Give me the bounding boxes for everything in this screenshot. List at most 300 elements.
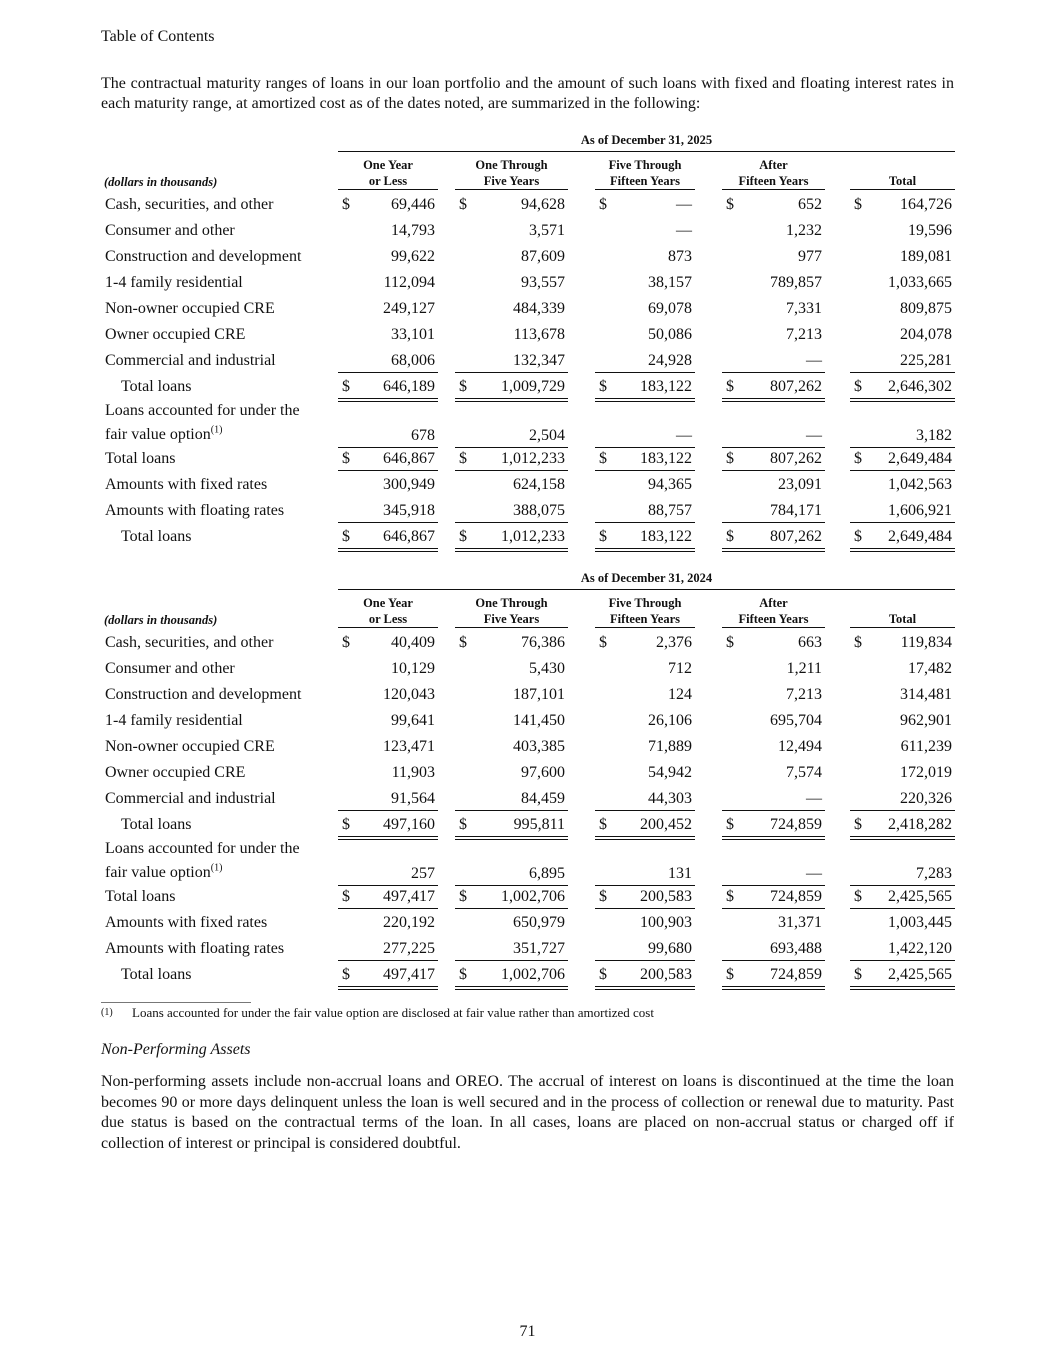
- cell-after-fifteen-years: [722, 786, 825, 811]
- cell-after-fifteen-years: [722, 348, 825, 373]
- column-header-line: Fifteen Years: [610, 612, 680, 626]
- cell-five-through-fifteen-years: [595, 910, 695, 934]
- cell-value: 3,182: [916, 427, 952, 444]
- currency-symbol: $: [599, 196, 607, 213]
- cell-value: 131: [668, 865, 692, 882]
- table-row: [101, 841, 955, 887]
- row-label: Construction and development: [105, 248, 302, 265]
- cell-value: —: [676, 427, 692, 444]
- cell-value: 99,680: [648, 940, 692, 957]
- cell-one-through-five-years: [455, 734, 568, 758]
- row-label: Total loans: [105, 450, 176, 467]
- cell-one-year-or-less: [338, 630, 438, 654]
- cell-five-through-fifteen-years: [595, 218, 695, 242]
- cell-value: 5,430: [529, 660, 565, 677]
- cell-value: 11,903: [391, 764, 435, 781]
- currency-symbol: $: [342, 816, 350, 833]
- cell-one-through-five-years: [455, 682, 568, 706]
- cell-value: 23,091: [778, 476, 822, 493]
- row-label-line: Loans accounted for under the: [105, 840, 300, 857]
- table-row: [101, 270, 955, 296]
- cell-one-year-or-less: [338, 812, 438, 840]
- intro-paragraph: The contractual maturity ranges of loans in our loan portfolio and the amount of such loans with fixed and floating interest rates in each maturity range, at amortized cost as of the dates noted, are summarized in the following:: [101, 75, 954, 112]
- cell-after-fifteen-years: [722, 446, 825, 471]
- cell-value: 7,574: [786, 764, 822, 781]
- row-label: Amounts with fixed rates: [105, 914, 268, 931]
- currency-symbol: $: [459, 528, 467, 545]
- cell-one-through-five-years: [455, 656, 568, 680]
- cell-value: 807,262: [770, 528, 822, 545]
- cell-total: [850, 348, 955, 373]
- cell-total: [850, 374, 955, 402]
- currency-symbol: $: [459, 966, 467, 983]
- section-paragraph: Non-performing assets include non-accrual loans and OREO. The accrual of interest on loans is discontinued at the time the loan becomes 90 or more days delinquent unless the loan is well secured and in the process of collection or renewal due to maturity. Past due status is based on the contractual terms of the loan. In all cases, loans are placed on non-accrual status or charged off if collection of interest or principal is considered doubtful.: [101, 1073, 954, 1152]
- cell-one-year-or-less: [338, 708, 438, 732]
- cell-value: —: [806, 790, 822, 807]
- row-label: Consumer and other: [105, 660, 235, 677]
- cell-total: [850, 936, 955, 961]
- row-label: Construction and development: [105, 686, 302, 703]
- cell-value: 183,122: [640, 450, 692, 467]
- table-row: [101, 192, 955, 218]
- cell-total: [850, 734, 955, 758]
- currency-symbol: $: [459, 450, 467, 467]
- cell-after-fifteen-years: [722, 861, 825, 886]
- cell-value: 124: [668, 686, 692, 703]
- cell-total: [850, 630, 955, 654]
- currency-symbol: $: [854, 450, 862, 467]
- cell-one-year-or-less: [338, 423, 438, 448]
- cell-value: 12,494: [778, 738, 822, 755]
- cell-value: 3,571: [529, 222, 565, 239]
- cell-value: 1,033,665: [888, 274, 952, 291]
- cell-total: [850, 910, 955, 934]
- row-label: Commercial and industrial: [105, 790, 276, 807]
- cell-value: 100,903: [640, 914, 692, 931]
- row-label: [105, 399, 300, 447]
- cell-value: 624,158: [513, 476, 565, 493]
- cell-total: [850, 296, 955, 320]
- cell-value: 388,075: [513, 502, 565, 519]
- currency-symbol: $: [854, 378, 862, 395]
- cell-value: 189,081: [900, 248, 952, 265]
- cell-value: 1,002,706: [501, 888, 565, 905]
- row-label: Amounts with floating rates: [105, 940, 285, 957]
- table-row: [101, 962, 955, 988]
- column-header-line: Total: [888, 174, 917, 188]
- cell-total: [850, 884, 955, 909]
- cell-value: 646,867: [383, 450, 435, 467]
- cell-value: 141,450: [513, 712, 565, 729]
- cell-value: 277,225: [383, 940, 435, 957]
- cell-value: 40,409: [391, 634, 435, 651]
- cell-total: [850, 708, 955, 732]
- table-row: [101, 656, 955, 682]
- row-label: 1-4 family residential: [105, 712, 243, 729]
- table-row: [101, 374, 955, 400]
- loan-maturity-table-2025: [101, 133, 955, 553]
- cell-value: 977: [798, 248, 822, 265]
- table-row: [101, 446, 955, 472]
- currency-symbol: $: [854, 888, 862, 905]
- cell-value: 200,452: [640, 816, 692, 833]
- cell-value: 220,192: [383, 914, 435, 931]
- cell-after-fifteen-years: [722, 910, 825, 934]
- cell-value: 1,003,445: [888, 914, 952, 931]
- currency-symbol: $: [854, 634, 862, 651]
- cell-after-fifteen-years: [722, 812, 825, 840]
- cell-one-year-or-less: [338, 498, 438, 523]
- cell-value: 484,339: [513, 300, 565, 317]
- column-header-line: After: [759, 158, 788, 172]
- cell-value: 113,678: [513, 326, 565, 343]
- row-label: Total loans: [105, 888, 176, 905]
- column-header-line: Total: [888, 612, 917, 626]
- column-header-total: [850, 595, 955, 628]
- table-row: [101, 524, 955, 550]
- cell-value: 1,422,120: [888, 940, 952, 957]
- cell-one-year-or-less: [338, 936, 438, 961]
- cell-total: [850, 760, 955, 784]
- currency-symbol: $: [342, 888, 350, 905]
- cell-value: 7,331: [786, 300, 822, 317]
- cell-one-through-five-years: [455, 348, 568, 373]
- row-label: Owner occupied CRE: [105, 764, 246, 781]
- currency-symbol: $: [726, 634, 734, 651]
- cell-value: 119,834: [900, 634, 952, 651]
- cell-value: 71,889: [648, 738, 692, 755]
- cell-after-fifteen-years: [722, 244, 825, 268]
- cell-value: 873: [668, 248, 692, 265]
- cell-value: 7,213: [786, 686, 822, 703]
- cell-one-through-five-years: [455, 472, 568, 496]
- column-header-line: or Less: [368, 612, 408, 626]
- table-row: [101, 296, 955, 322]
- cell-value: 24,928: [648, 352, 692, 369]
- cell-one-through-five-years: [455, 884, 568, 909]
- cell-value: 6,895: [529, 865, 565, 882]
- cell-value: 204,078: [900, 326, 952, 343]
- table-row: [101, 403, 955, 449]
- cell-one-year-or-less: [338, 270, 438, 294]
- currency-symbol: $: [854, 528, 862, 545]
- cell-value: 724,859: [770, 816, 822, 833]
- currency-symbol: $: [726, 966, 734, 983]
- cell-five-through-fifteen-years: [595, 656, 695, 680]
- cell-five-through-fifteen-years: [595, 192, 695, 216]
- cell-value: 403,385: [513, 738, 565, 755]
- row-label: [105, 837, 300, 885]
- cell-value: 99,622: [391, 248, 435, 265]
- cell-total: [850, 472, 955, 496]
- column-header-line: or Less: [368, 174, 408, 188]
- currency-symbol: $: [726, 888, 734, 905]
- cell-value: 88,757: [648, 502, 692, 519]
- cell-one-year-or-less: [338, 524, 438, 552]
- cell-total: [850, 270, 955, 294]
- cell-one-through-five-years: [455, 861, 568, 886]
- currency-symbol: $: [599, 966, 607, 983]
- cell-value: 93,557: [521, 274, 565, 291]
- cell-total: [850, 498, 955, 523]
- row-label: Consumer and other: [105, 222, 235, 239]
- cell-five-through-fifteen-years: [595, 734, 695, 758]
- column-header-line: Five Through: [608, 596, 682, 610]
- cell-value: 2,646,302: [888, 378, 952, 395]
- cell-value: 120,043: [383, 686, 435, 703]
- cell-total: [850, 244, 955, 268]
- cell-value: 314,481: [900, 686, 952, 703]
- cell-one-year-or-less: [338, 910, 438, 934]
- cell-one-through-five-years: [455, 296, 568, 320]
- cell-value: 14,793: [391, 222, 435, 239]
- cell-value: 200,583: [640, 888, 692, 905]
- column-header-line: Five Years: [483, 612, 540, 626]
- cell-value: 663: [798, 634, 822, 651]
- cell-value: 2,425,565: [888, 888, 952, 905]
- cell-value: 183,122: [640, 528, 692, 545]
- currency-symbol: $: [726, 378, 734, 395]
- row-label: Amounts with fixed rates: [105, 476, 268, 493]
- cell-value: 1,042,563: [888, 476, 952, 493]
- cell-one-year-or-less: [338, 682, 438, 706]
- cell-total: [850, 218, 955, 242]
- cell-one-year-or-less: [338, 322, 438, 346]
- cell-value: 712: [668, 660, 692, 677]
- cell-value: 183,122: [640, 378, 692, 395]
- cell-one-through-five-years: [455, 498, 568, 523]
- cell-one-year-or-less: [338, 296, 438, 320]
- currency-symbol: $: [854, 196, 862, 213]
- cell-value: 611,239: [900, 738, 952, 755]
- page-number: 71: [519, 1323, 536, 1340]
- cell-after-fifteen-years: [722, 472, 825, 496]
- cell-five-through-fifteen-years: [595, 244, 695, 268]
- table-row: [101, 910, 955, 936]
- loan-maturity-table-2024: [101, 571, 955, 991]
- cell-value: 351,727: [513, 940, 565, 957]
- table-row: [101, 936, 955, 962]
- row-label: Cash, securities, and other: [105, 196, 274, 213]
- cell-five-through-fifteen-years: [595, 270, 695, 294]
- table-caption: As of December 31, 2024: [338, 571, 955, 590]
- cell-five-through-fifteen-years: [595, 296, 695, 320]
- cell-one-through-five-years: [455, 910, 568, 934]
- table-row: [101, 630, 955, 656]
- cell-value: 345,918: [383, 502, 435, 519]
- cell-total: [850, 812, 955, 840]
- footnote-divider: [101, 1002, 251, 1003]
- column-header-five-through-fifteen-years: [595, 157, 695, 190]
- currency-symbol: $: [854, 966, 862, 983]
- cell-value: 652: [798, 196, 822, 213]
- row-label: Non-owner occupied CRE: [105, 300, 275, 317]
- cell-five-through-fifteen-years: [595, 423, 695, 448]
- currency-symbol: $: [599, 528, 607, 545]
- cell-value: 132,347: [513, 352, 565, 369]
- cell-value: 200,583: [640, 966, 692, 983]
- cell-total: [850, 524, 955, 552]
- cell-one-through-five-years: [455, 270, 568, 294]
- cell-value: 809,875: [900, 300, 952, 317]
- cell-value: 19,596: [908, 222, 952, 239]
- currency-symbol: $: [726, 196, 734, 213]
- cell-five-through-fifteen-years: [595, 786, 695, 811]
- table-row: [101, 734, 955, 760]
- cell-value: 172,019: [900, 764, 952, 781]
- cell-value: 257: [411, 865, 435, 882]
- cell-value: 84,459: [521, 790, 565, 807]
- cell-value: 2,418,282: [888, 816, 952, 833]
- cell-after-fifteen-years: [722, 630, 825, 654]
- cell-one-year-or-less: [338, 472, 438, 496]
- row-label: Non-owner occupied CRE: [105, 738, 275, 755]
- cell-value: 995,811: [513, 816, 565, 833]
- currency-symbol: $: [342, 450, 350, 467]
- currency-symbol: $: [342, 966, 350, 983]
- cell-total: [850, 682, 955, 706]
- cell-five-through-fifteen-years: [595, 962, 695, 990]
- cell-after-fifteen-years: [722, 760, 825, 784]
- cell-one-through-five-years: [455, 423, 568, 448]
- cell-one-year-or-less: [338, 192, 438, 216]
- row-label: Total loans: [121, 528, 192, 545]
- cell-one-year-or-less: [338, 218, 438, 242]
- currency-symbol: $: [599, 634, 607, 651]
- currency-symbol: $: [342, 634, 350, 651]
- cell-value: 94,365: [648, 476, 692, 493]
- cell-one-through-five-years: [455, 218, 568, 242]
- cell-value: —: [806, 427, 822, 444]
- table-row: [101, 218, 955, 244]
- row-label: Total loans: [121, 816, 192, 833]
- cell-value: 646,867: [383, 528, 435, 545]
- currency-symbol: $: [459, 888, 467, 905]
- row-label: Amounts with floating rates: [105, 502, 285, 519]
- cell-value: 225,281: [900, 352, 952, 369]
- cell-after-fifteen-years: [722, 192, 825, 216]
- cell-value: 2,376: [656, 634, 692, 651]
- cell-value: 10,129: [391, 660, 435, 677]
- column-header-line: One Through: [475, 596, 548, 610]
- cell-one-year-or-less: [338, 348, 438, 373]
- cell-five-through-fifteen-years: [595, 936, 695, 961]
- cell-one-year-or-less: [338, 786, 438, 811]
- cell-value: 650,979: [513, 914, 565, 931]
- table-row: [101, 812, 955, 838]
- cell-value: 807,262: [770, 450, 822, 467]
- table-row: [101, 498, 955, 524]
- cell-one-year-or-less: [338, 244, 438, 268]
- cell-after-fifteen-years: [722, 270, 825, 294]
- cell-total: [850, 192, 955, 216]
- cell-value: 2,649,484: [888, 528, 952, 545]
- cell-value: 33,101: [391, 326, 435, 343]
- cell-value: 164,726: [900, 196, 952, 213]
- cell-total: [850, 786, 955, 811]
- cell-five-through-fifteen-years: [595, 472, 695, 496]
- cell-five-through-fifteen-years: [595, 630, 695, 654]
- cell-value: 69,078: [648, 300, 692, 317]
- table-row: [101, 708, 955, 734]
- cell-total: [850, 861, 955, 886]
- row-label-line: fair value option: [105, 426, 211, 443]
- row-label: Total loans: [121, 966, 192, 983]
- column-header-one-through-five-years: [455, 595, 568, 628]
- cell-value: 54,942: [648, 764, 692, 781]
- footnote-text: Loans accounted for under the fair value option are disclosed at fair value rather than amortized cost: [132, 1005, 654, 1020]
- cell-after-fifteen-years: [722, 936, 825, 961]
- cell-one-through-five-years: [455, 322, 568, 346]
- cell-after-fifteen-years: [722, 656, 825, 680]
- currency-symbol: $: [342, 378, 350, 395]
- column-header-line: One Year: [363, 596, 413, 610]
- cell-value: —: [806, 865, 822, 882]
- cell-value: 2,425,565: [888, 966, 952, 983]
- column-header-one-year-or-less: [338, 595, 438, 628]
- cell-value: 2,649,484: [888, 450, 952, 467]
- cell-after-fifteen-years: [722, 498, 825, 523]
- column-header-after-fifteen-years: [722, 595, 825, 628]
- cell-after-fifteen-years: [722, 524, 825, 552]
- table-row: [101, 786, 955, 812]
- table-row: [101, 472, 955, 498]
- footnote-reference: (1): [210, 862, 223, 874]
- cell-value: 187,101: [513, 686, 565, 703]
- column-header-line: One Through: [475, 158, 548, 172]
- cell-value: 17,482: [908, 660, 952, 677]
- cell-after-fifteen-years: [722, 734, 825, 758]
- cell-value: —: [676, 196, 692, 213]
- cell-one-through-five-years: [455, 446, 568, 471]
- currency-symbol: $: [854, 816, 862, 833]
- table-of-contents-link[interactable]: Table of Contents: [101, 28, 215, 45]
- cell-total: [850, 446, 955, 471]
- cell-one-year-or-less: [338, 884, 438, 909]
- row-label: Cash, securities, and other: [105, 634, 274, 651]
- cell-value: 76,386: [521, 634, 565, 651]
- cell-value: 68,006: [391, 352, 435, 369]
- row-label: Total loans: [121, 378, 192, 395]
- currency-symbol: $: [726, 528, 734, 545]
- footnote-reference: (1): [210, 424, 223, 436]
- cell-value: 724,859: [770, 966, 822, 983]
- cell-value: 26,106: [648, 712, 692, 729]
- cell-value: 112,094: [383, 274, 435, 291]
- column-header-line: Five Years: [483, 174, 540, 188]
- cell-value: 646,189: [383, 378, 435, 395]
- cell-one-through-five-years: [455, 708, 568, 732]
- cell-five-through-fifteen-years: [595, 348, 695, 373]
- cell-value: 38,157: [648, 274, 692, 291]
- column-header-line: After: [759, 596, 788, 610]
- cell-one-year-or-less: [338, 656, 438, 680]
- cell-value: 69,446: [391, 196, 435, 213]
- cell-five-through-fifteen-years: [595, 498, 695, 523]
- cell-one-through-five-years: [455, 812, 568, 840]
- cell-five-through-fifteen-years: [595, 322, 695, 346]
- cell-one-year-or-less: [338, 446, 438, 471]
- table-row: [101, 682, 955, 708]
- column-header-after-fifteen-years: [722, 157, 825, 190]
- cell-five-through-fifteen-years: [595, 812, 695, 840]
- cell-value: 807,262: [770, 378, 822, 395]
- cell-value: 7,213: [786, 326, 822, 343]
- cell-value: 91,564: [391, 790, 435, 807]
- column-header-total: [850, 157, 955, 190]
- cell-value: 784,171: [770, 502, 822, 519]
- currency-symbol: $: [599, 450, 607, 467]
